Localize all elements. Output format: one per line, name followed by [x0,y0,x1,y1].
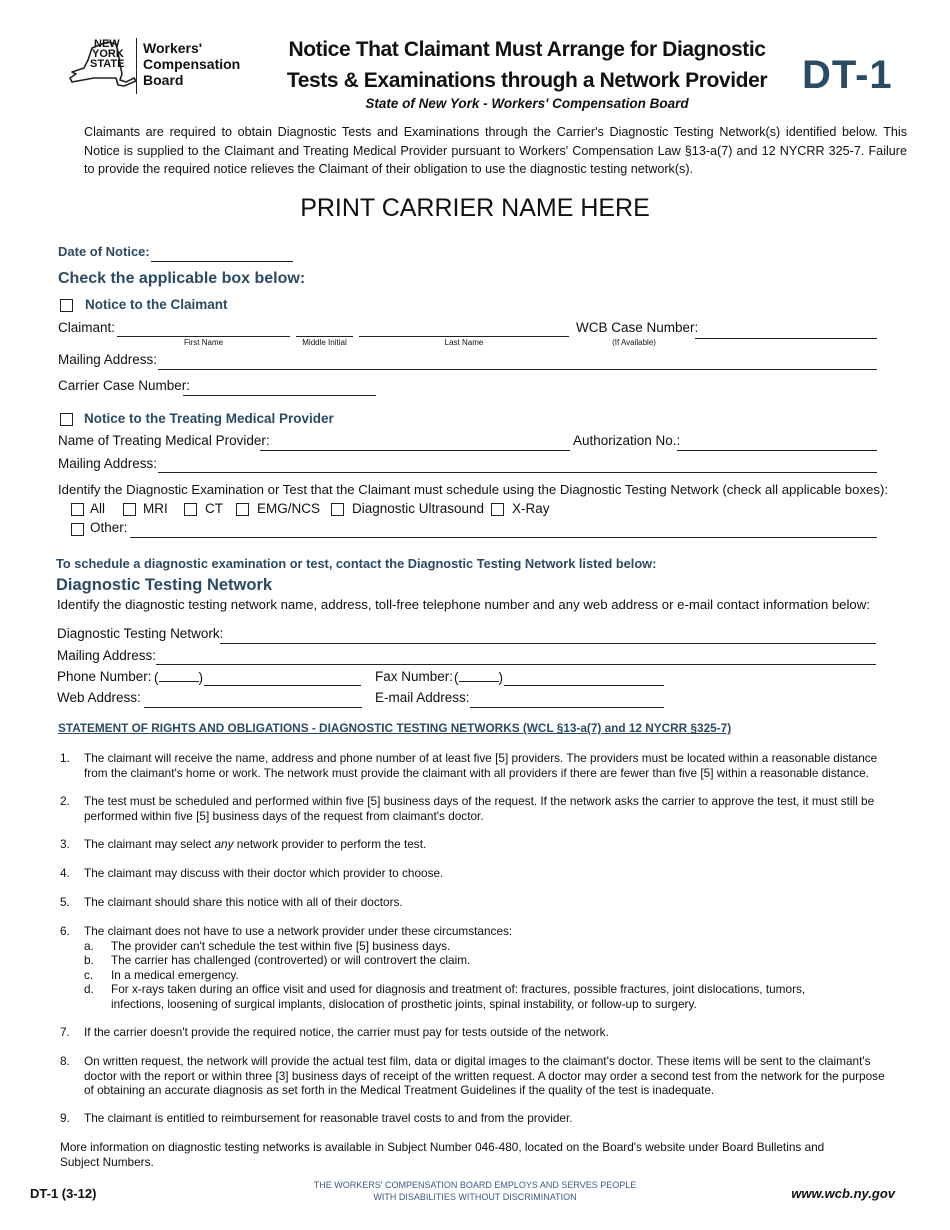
first-name-caption: First Name [183,338,224,347]
claimant-mailing-address-input[interactable] [158,353,879,369]
check-box-heading: Check the applicable box below: [58,270,306,287]
right-item-6: 6. The claimant does not have to use a network provider under these circumstances: a. The provider can't schedule the test within five [5] business days. b. The carrier has challenged (controverted) or will controvert the claim. c. In a medical emergency. d. For x-rays taken during an office visit and used for diagnosis and treatment of: fractures, possible fractures, joint dislocations, tumors, infections, loosening of surgical implants, dislocation of prosthetic joints, spinal instability, or follow-up to surgery. [60,924,890,1012]
notice-to-claimant-label: Notice to the Claimant [85,297,228,312]
middle-initial-caption: Middle Initial [302,338,347,347]
test-diagnostic-ultrasound-checkbox[interactable] [331,503,344,516]
carrier-name-placeholder[interactable]: PRINT CARRIER NAME HERE [300,194,650,222]
statement-heading: STATEMENT OF RIGHTS AND OBLIGATIONS - DIAGNOSTIC TESTING NETWORKS (WCL §13-a(7) and 12 NYCRR §325-7) [58,721,732,735]
logo-org-text: Workers' Compensation Board [143,40,241,88]
form-title: Notice That Claimant Must Arrange for Diagnostic Tests & Examinations through a Network Provider [286,38,768,92]
fax-number-label: Fax Number: [375,669,454,684]
provider-name-line [260,450,570,451]
form-code: DT-1 [802,53,893,97]
identify-test-instruction: Identify the Diagnostic Examination or Test that the Claimant must schedule using the Diagnostic Testing Network (check all applicable boxes): [58,482,889,497]
web-address-label: Web Address: [57,690,141,705]
provider-name-label: Name of Treating Medical Provider: [58,433,270,448]
test-other-line [130,537,877,538]
phone-number-input[interactable] [204,669,363,685]
wcb-if-available-caption: (If Available) [612,338,656,347]
authorization-number-label: Authorization No.: [573,433,681,448]
right-6-sub-a: a. The provider can't schedule the test within five [5] business days. [84,938,451,953]
claimant-mailing-address-line [158,369,877,370]
test-ct-label: CT [205,501,223,516]
date-of-notice-input[interactable] [151,245,295,261]
phone-area-code-field[interactable]: ( ) [154,670,203,685]
claimant-middle-initial-line [296,336,353,337]
right-6-sub-d: d. For x-rays taken during an office visit and used for diagnosis and treatment of: fractures, possible fractures, joint dislocations, tumors, infections, loosening of surgical implants, dislocation of prosthetic joints, spinal instability, or follow-up to surgery. [84,982,806,1011]
test-all-checkbox[interactable] [71,503,84,516]
web-address-input[interactable] [144,691,364,707]
phone-number-label: Phone Number: [57,669,152,684]
right-item-8: 8. On written request, the network will provide the actual test film, data or digital images to the claimant's doctor. These items will be sent to the claimant's doctor with the report or within three [3] business days of receipt of the written request. A doctor may order a second test from the network for the purpose of obtaining an accurate diagnosis as set forth in the Medical Treatment Guidelines if the quality of the test is inadequate. [60,1054,885,1098]
right-6-sub-b: b. The carrier has challenged (controverted) or will controvert the claim. [84,953,471,968]
claimant-first-name-line [117,336,290,337]
network-name-label: Diagnostic Testing Network: [57,626,224,641]
wcb-case-number-line [695,338,877,339]
footer-nondiscrimination-notice: THE WORKERS' COMPENSATION BOARD EMPLOYS AND SERVES PEOPLE WITH DISABILITIES WITHOUT DISCRIMINATION [313,1180,637,1202]
test-all-label: All [90,501,106,516]
network-name-input[interactable] [220,627,878,643]
right-item-4: 4. The claimant may discuss with their doctor which provider to choose. [60,866,444,880]
fax-number-input[interactable] [504,669,666,685]
carrier-case-number-label: Carrier Case Number: [58,378,191,393]
network-mailing-address-input[interactable] [156,648,878,664]
footer-website-link[interactable]: www.wcb.ny.gov [791,1186,895,1201]
email-address-line [470,707,664,708]
network-instruction: Identify the diagnostic testing network name, address, toll-free telephone number and any web address or e-mail contact information below: [57,597,870,612]
test-other-checkbox[interactable] [71,523,84,536]
claimant-mailing-address-label: Mailing Address: [58,352,158,367]
network-heading: Diagnostic Testing Network [56,576,273,594]
test-emg-ncs-label: EMG/NCS [257,501,321,516]
last-name-caption: Last Name [444,338,484,347]
claimant-last-name-line [359,336,569,337]
notice-to-provider-label: Notice to the Treating Medical Provider [84,411,334,426]
provider-mailing-address-line [158,472,877,473]
test-other-input[interactable] [130,521,879,537]
phone-number-line [204,685,361,686]
claimant-label: Claimant: [58,320,116,335]
provider-mailing-address-label: Mailing Address: [58,456,158,471]
right-item-1: 1. The claimant will receive the name, address and phone number of at least five [5] providers. The providers must be located within a reasonable distance from the claimant's home or work. The network must provide the claimant with all providers if there are fewer than five [5] within a reasonable distance. [60,751,878,780]
provider-mailing-address-input[interactable] [158,456,879,472]
wcb-case-number-input[interactable] [695,322,879,338]
web-address-line [144,707,362,708]
notice-to-claimant-checkbox[interactable] [60,299,73,312]
logo [40,34,250,96]
email-address-input[interactable] [470,691,666,707]
network-mailing-address-line [156,664,876,665]
right-item-2: 2. The test must be scheduled and performed within five [5] business days of the request. If the network asks the carrier to approve the test, it must still be performed within five [5] business days of the request from claimant's doctor. [60,794,875,823]
form-subtitle: State of New York - Workers' Compensation Board [365,96,689,111]
carrier-case-number-line [183,395,376,396]
authorization-number-line [677,450,877,451]
provider-name-input[interactable] [260,434,572,450]
logo-divider [136,38,137,94]
wcb-case-number-label: WCB Case Number: [576,320,699,335]
intro-paragraph: Claimants are required to obtain Diagnostic Tests and Examinations through the Carrier's Diagnostic Testing Network(s) identified below. This Notice is supplied to the Claimant and Treating Medical Provider pursuant to Workers' Compensation Law §13-a(7) and 12 NYCRR 325-7. Failure to provide the required notice relieves the Claimant of their obligation to use the diagnostic testing network(s). [84,125,907,176]
test-mri-checkbox[interactable] [123,503,136,516]
claimant-last-name-input[interactable] [359,320,571,336]
right-item-3: 3. The claimant may select any network provider to perform the test. [60,837,427,851]
date-of-notice-line [151,261,293,262]
claimant-middle-initial-input[interactable] [296,320,355,336]
test-x-ray-label: X-Ray [512,501,550,516]
right-item-7: 7. If the carrier doesn't provide the required notice, the carrier must pay for tests outside of the network. [60,1025,609,1039]
test-diagnostic-ultrasound-label: Diagnostic Ultrasound [352,501,485,516]
claimant-first-name-input[interactable] [117,320,292,336]
right-item-9: 9. The claimant is entitled to reimbursement for reasonable travel costs to and from the provider. [60,1111,573,1125]
footer-form-id: DT-1 (3-12) [30,1186,97,1201]
schedule-heading: To schedule a diagnostic examination or test, contact the Diagnostic Testing Network listed below: [56,556,657,571]
network-name-line [220,643,876,644]
more-information: More information on diagnostic testing networks is available in Subject Number 046-480, located on the Board's website under Board Bulletins and Subject Numbers. [60,1140,825,1169]
test-mri-label: MRI [143,501,168,516]
carrier-case-number-input[interactable] [183,379,378,395]
date-of-notice-label: Date of Notice: [58,244,150,259]
network-mailing-address-label: Mailing Address: [57,648,157,663]
right-6-sub-c: c. In a medical emergency. [84,967,239,982]
logo-state-text: NEW YORK STATE [90,38,125,70]
test-emg-ncs-checkbox[interactable] [236,503,249,516]
notice-to-provider-checkbox[interactable] [60,413,73,426]
fax-area-code-field[interactable]: ( ) [454,670,503,685]
test-other-label: Other: [90,520,128,535]
email-address-label: E-mail Address: [375,690,470,705]
fax-number-line [504,685,664,686]
right-item-5: 5. The claimant should share this notice with all of their doctors. [60,895,403,909]
authorization-number-input[interactable] [677,434,879,450]
test-x-ray-checkbox[interactable] [491,503,504,516]
test-ct-checkbox[interactable] [184,503,197,516]
